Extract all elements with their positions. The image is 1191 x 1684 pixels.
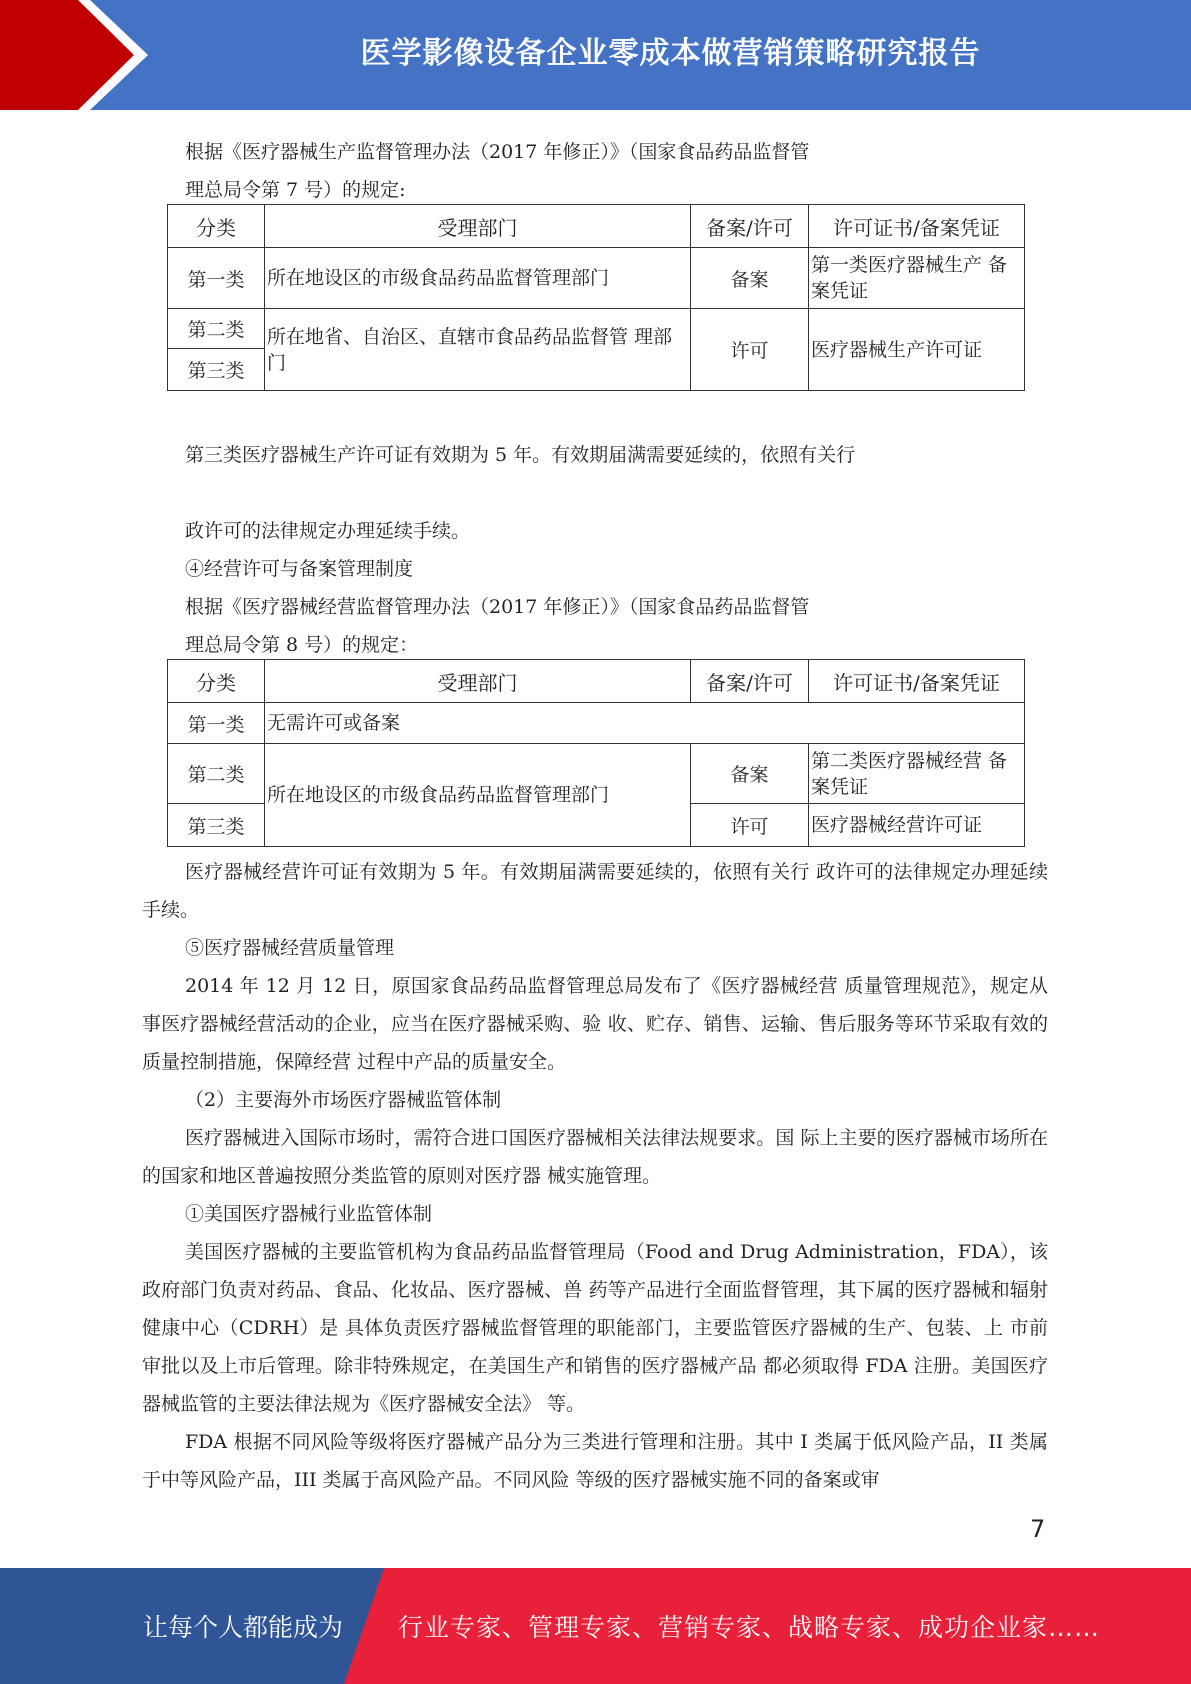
heading-us-regulation: ①美国医疗器械行业监管体制 <box>185 1203 433 1225</box>
table-header-cell: 分类 <box>168 205 265 248</box>
paragraph-intro-operation-line1: 根据《医疗器械经营监督管理办法（2017 年修正）》（国家食品药品监督管 <box>185 596 810 618</box>
table-cell-certificate: 第一类医疗器械生产 备案凭证 <box>809 248 1025 309</box>
table-cell-department: 所在地省、自治区、直辖市食品药品监督管 理部门 <box>265 309 691 391</box>
table-cell-type: 备案 <box>691 744 809 804</box>
paragraph-operation-validity: 医疗器械经营许可证有效期为 5 年。有效期届满需要延续的，依照有关行 政许可的法律规定办理延续手续。 <box>142 861 1048 921</box>
table-header-cell: 分类 <box>168 660 265 703</box>
header-title: 医学影像设备企业零成本做营销策略研究报告 <box>360 36 981 71</box>
table-header-cell: 受理部门 <box>265 660 691 703</box>
table-cell-category: 第一类 <box>168 248 265 309</box>
table-cell-department: 所在地设区的市级食品药品监督管理部门 <box>265 248 691 309</box>
table-header-cell: 备案/许可 <box>691 205 809 248</box>
table-row <box>168 744 1025 804</box>
table-cell-category: 第二类 <box>168 744 265 804</box>
heading-quality-management: ⑤医疗器械经营质量管理 <box>185 937 395 959</box>
table-header-cell: 许可证书/备案凭证 <box>809 660 1025 703</box>
table-cell-type: 备案 <box>691 248 809 309</box>
paragraph-fda: 美国医疗器械的主要监管机构为食品药品监督管理局（Food and Drug Administration，FDA），该政府部门负责对药品、食品、化妆品、医疗器械、兽 药等产品进行全面监督管理，其下属的医疗器械和辐射健康中心（CDRH）是 具体负责医疗器械监督管理的职能部门，主要监管医疗器械的生产、包装、上 市前审批以及上市后管理。除非特殊规定，在美国生产和销售的医疗器械产品 都必须取得 FDA 注册。美国医疗器械监管的主要法律法规为《医疗器械安全法》 等。 <box>142 1241 1048 1415</box>
table-cell-department: 无需许可或备案 <box>265 703 1025 744</box>
table-cell-certificate: 第二类医疗器械经营 备案凭证 <box>809 744 1025 804</box>
paragraph-international-market: 医疗器械进入国际市场时，需符合进口国医疗器械相关法律法规要求。国 际上主要的医疗器械市场所在的国家和地区普遍按照分类监管的原则对医疗器 械实施管理。 <box>142 1127 1048 1187</box>
paragraph-intro-production-line2: 理总局令第 7 号）的规定: <box>185 179 406 201</box>
table-cell-type: 许可 <box>691 804 809 847</box>
table-header-cell: 受理部门 <box>265 205 691 248</box>
paragraph-intro-operation-line2: 理总局令第 8 号）的规定： <box>185 634 419 656</box>
table-row <box>168 248 1025 309</box>
table-header-row <box>168 660 1025 703</box>
paragraph-validity-line1: 第三类医疗器械生产许可证有效期为 5 年。有效期届满需要延续的，依照有关行 <box>185 444 856 466</box>
heading-overseas-regulation: （2）主要海外市场医疗器械监管体制 <box>185 1089 502 1111</box>
paragraph-intro-production-line1: 根据《医疗器械生产监督管理办法（2017 年修正）》（国家食品药品监督管 <box>185 141 810 163</box>
table-row <box>168 703 1025 744</box>
paragraph-validity-line2: 政许可的法律规定办理延续手续。 <box>185 520 471 542</box>
heading-operation-license: ④经营许可与备案管理制度 <box>185 558 414 580</box>
page-number: 7 <box>1030 1515 1046 1543</box>
table-header-row <box>168 205 1025 248</box>
table-cell-certificate: 医疗器械生产许可证 <box>809 309 1025 391</box>
table-cell-category: 第二类 <box>168 309 265 349</box>
paragraph-quality-management: 2014 年 12 月 12 日，原国家食品药品监督管理总局发布了《医疗器械经营 质量管理规范》，规定从事医疗器械经营活动的企业，应当在医疗器械采购、验 收、贮存、销售、运输、售后服务等环节采取有效的质量控制措施，保障经营 过程中产品的质量安全。 <box>142 975 1048 1073</box>
table-cell-category: 第三类 <box>168 804 265 847</box>
page-header <box>0 0 1191 110</box>
operation-license-table <box>167 659 1025 847</box>
header-arrow-icon <box>0 0 160 110</box>
table-cell-type: 许可 <box>691 309 809 391</box>
paragraph-fda-classes: FDA 根据不同风险等级将医疗器械产品分为三类进行管理和注册。其中 I 类属于低风险产品，II 类属于中等风险产品，III 类属于高风险产品。不同风险 等级的医疗器械实施不同的备案或审 <box>142 1431 1048 1491</box>
table-header-cell: 许可证书/备案凭证 <box>809 205 1025 248</box>
page-footer <box>0 1568 1191 1684</box>
table-cell-category: 第三类 <box>168 349 265 391</box>
table-cell-category: 第一类 <box>168 703 265 744</box>
table-cell-department: 所在地设区的市级食品药品监督管理部门 <box>265 744 691 847</box>
footer-slogan-left: 让每个人都能成为 <box>143 1613 344 1642</box>
table-row <box>168 309 1025 349</box>
table-header-cell: 备案/许可 <box>691 660 809 703</box>
production-license-table <box>167 204 1025 391</box>
table-cell-certificate: 医疗器械经营许可证 <box>809 804 1025 847</box>
footer-slogan-right: 行业专家、管理专家、营销专家、战略专家、成功企业家…… <box>398 1613 1101 1642</box>
